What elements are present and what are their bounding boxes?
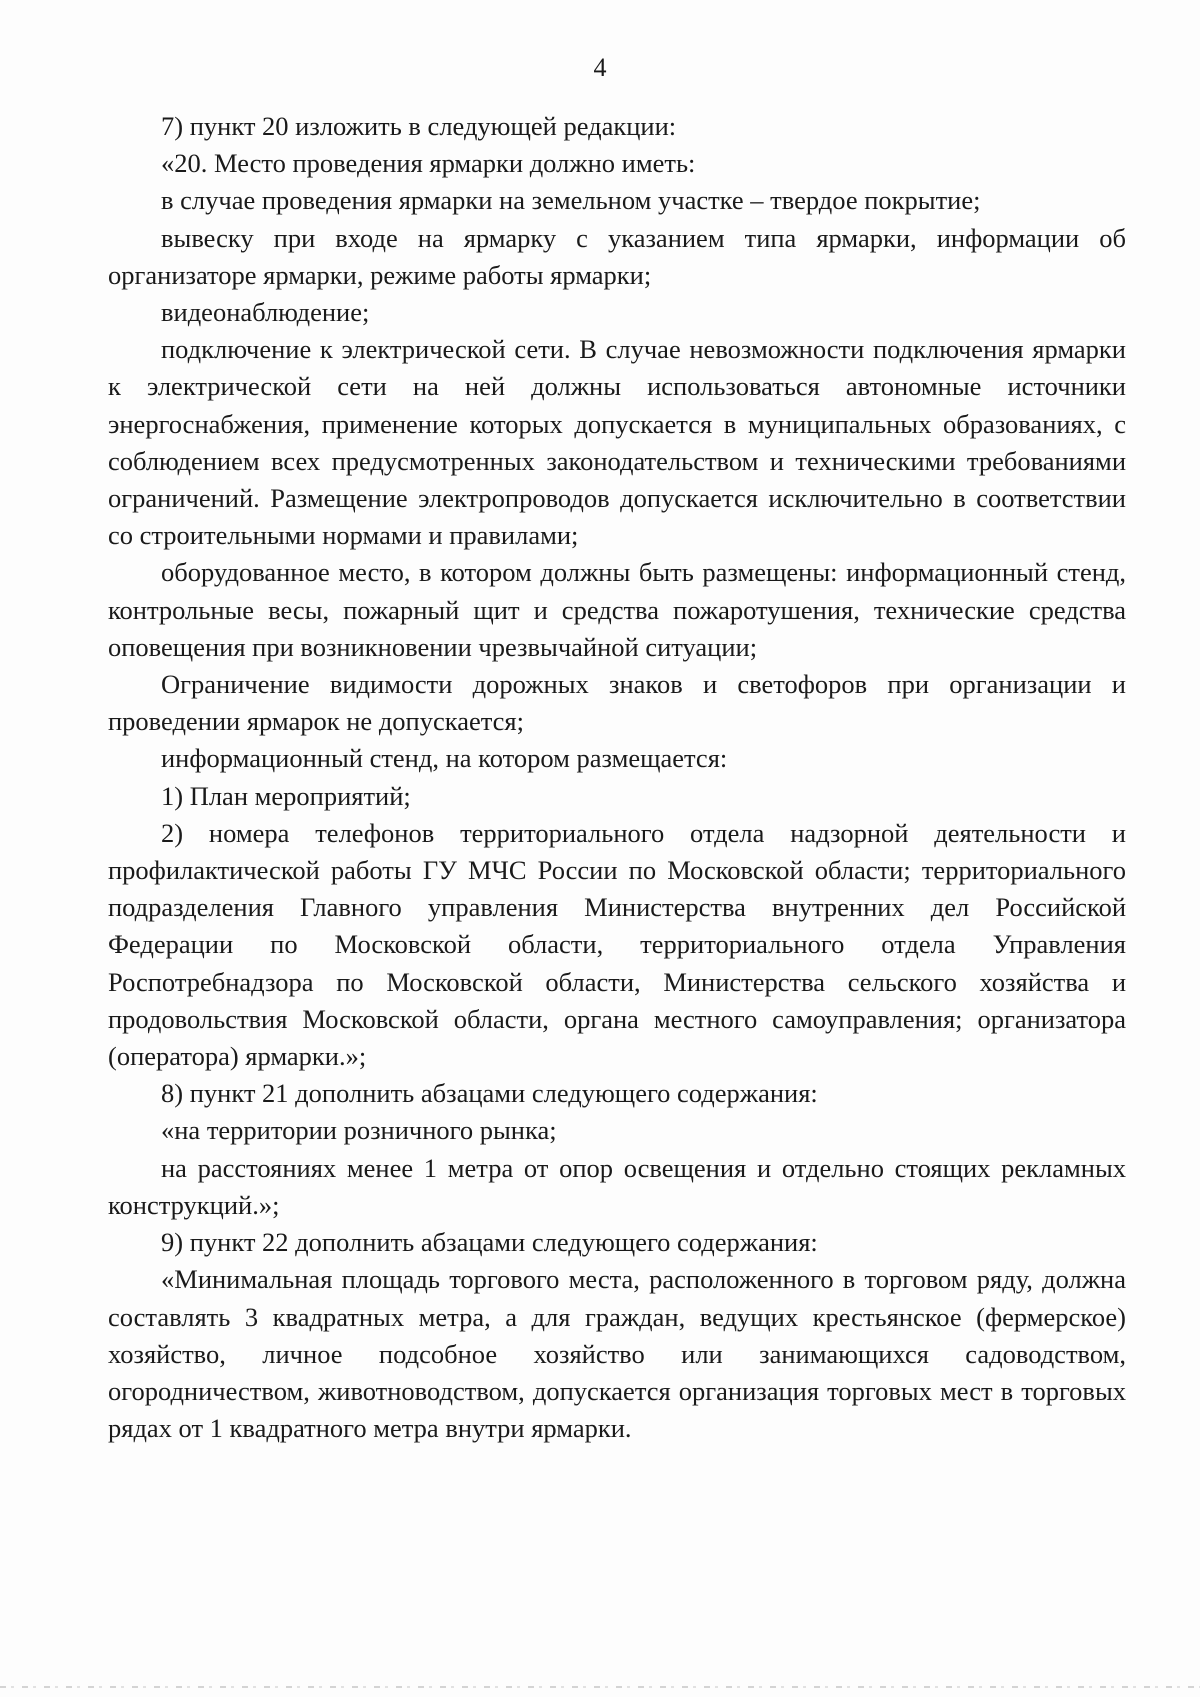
paragraph: видеонаблюдение; bbox=[161, 297, 370, 328]
paragraph: 8) пункт 21 дополнить абзацами следующего содержания: bbox=[161, 1078, 818, 1109]
paragraph: «на территории розничного рынка; bbox=[161, 1115, 557, 1146]
paragraph: «20. Место проведения ярмарки должно иметь: bbox=[161, 148, 696, 179]
document-body bbox=[108, 108, 1126, 1447]
page-number: 4 bbox=[593, 53, 607, 82]
paragraph: вывеску при входе на ярмарку с указанием типа ярмарки, информации об организаторе ярмарки, режиме работы ярмарки; bbox=[108, 222, 1126, 290]
paragraph: 9) пункт 22 дополнить абзацами следующего содержания: bbox=[161, 1227, 818, 1258]
scan-edge-artifact bbox=[0, 1686, 1200, 1688]
paragraph: в случае проведения ярмарки на земельном участке – твердое покрытие; bbox=[161, 185, 981, 216]
paragraph: 7) пункт 20 изложить в следующей редакции: bbox=[161, 111, 677, 141]
paragraph: Ограничение видимости дорожных знаков и светофоров при организации и проведении ярмарок не допускается; bbox=[108, 669, 1126, 737]
paragraph: «Минимальная площадь торгового места, расположенного в торговом ряду, должна составлять 3 квадратных метра, а для граждан, ведущих крестьянское (фермерское) хозяйство, личное подсобное хозяйство или занимающихся садоводством, огородничеством, животноводством, допускается организация торговых мест в торговых рядах от 1 квадратного метра внутри ярмарки. bbox=[108, 1264, 1126, 1444]
paragraph: 1) План мероприятий; bbox=[161, 780, 411, 811]
paragraph: оборудованное место, в котором должны быть размещены: информационный стенд, контрольные весы, пожарный щит и средства пожаротушения, технические средства оповещения при возникновении чрезвычайной ситуации; bbox=[108, 557, 1126, 662]
paragraph: информационный стенд, на котором размещается: bbox=[161, 743, 728, 774]
paragraph: 2) номера телефонов территориального отдела надзорной деятельности и профилактической работы ГУ МЧС России по Московской области; территориального подразделения Главного управления Министерства внутренних дел Российской Федерации по Московской области, территориального отдела Управления Роспотребнадзора по Московской области, Министерства сельского хозяйства и продовольствия Московской области, органа местного самоуправления; организатора (оператора) ярмарки.»; bbox=[108, 817, 1126, 1072]
paragraph: на расстояниях менее 1 метра от опор освещения и отдельно стоящих рекламных конструкций.»; bbox=[108, 1152, 1126, 1220]
paragraph: подключение к электрической сети. В случае невозможности подключения ярмарки к электрической сети на ней должны использоваться автономные источники энергоснабжения, применение которых допускается в муниципальных образованиях, с соблюдением всех предусмотренных законодательством и техническими требованиями ограничений. Размещение электропроводов допускается исключительно в соответствии со строительными нормами и правилами; bbox=[108, 334, 1126, 551]
